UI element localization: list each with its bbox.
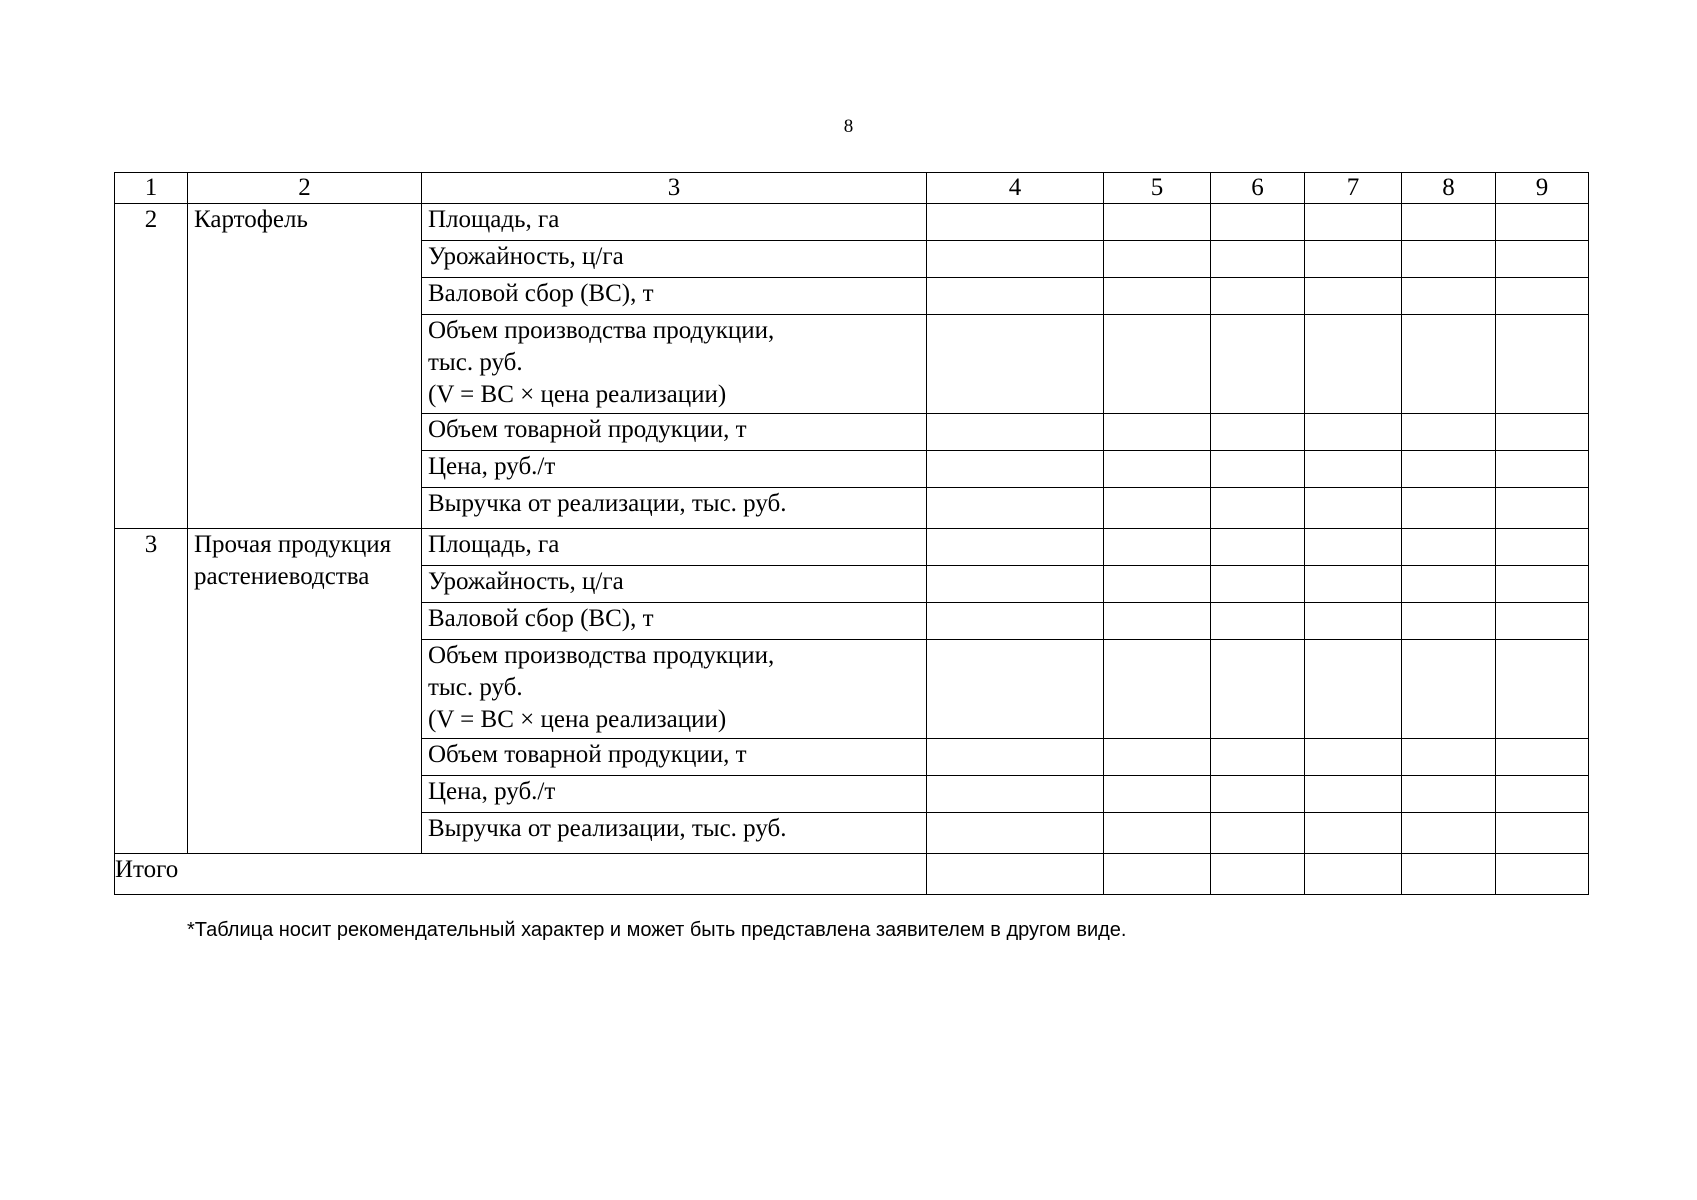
- value-cell: [927, 278, 1104, 315]
- value-cell: [1211, 488, 1305, 529]
- column-header: 8: [1402, 173, 1496, 204]
- table-header-row: [115, 173, 1589, 204]
- value-cell: [1402, 813, 1496, 854]
- column-header: 4: [927, 173, 1104, 204]
- column-header: 5: [1104, 173, 1211, 204]
- value-cell: [1104, 315, 1211, 414]
- value-cell: [1305, 640, 1402, 739]
- value-cell: [1305, 241, 1402, 278]
- value-cell: [1496, 640, 1589, 739]
- page-number: 8: [843, 116, 854, 137]
- value-cell: [1305, 278, 1402, 315]
- value-cell: [1402, 640, 1496, 739]
- indicator-label: Площадь, га: [422, 204, 927, 241]
- value-cell: [927, 776, 1104, 813]
- value-cell: [1211, 854, 1305, 895]
- value-cell: [1305, 813, 1402, 854]
- value-cell: [1104, 488, 1211, 529]
- value-cell: [1496, 854, 1589, 895]
- value-cell: [1496, 739, 1589, 776]
- value-cell: [927, 566, 1104, 603]
- value-cell: [927, 315, 1104, 414]
- value-cell: [1496, 315, 1589, 414]
- value-cell: [1211, 603, 1305, 640]
- value-cell: [927, 813, 1104, 854]
- data-table: [114, 172, 1589, 895]
- value-cell: [1496, 451, 1589, 488]
- value-cell: [1104, 414, 1211, 451]
- value-cell: [1496, 776, 1589, 813]
- value-cell: [1104, 640, 1211, 739]
- value-cell: [1305, 603, 1402, 640]
- value-cell: [1211, 776, 1305, 813]
- value-cell: [1402, 241, 1496, 278]
- indicator-label: Площадь, га: [422, 529, 927, 566]
- value-cell: [1305, 566, 1402, 603]
- total-row: [115, 854, 1589, 895]
- value-cell: [1104, 278, 1211, 315]
- indicator-label: Объем товарной продукции, т: [422, 414, 927, 451]
- value-cell: [1104, 529, 1211, 566]
- indicator-label: Цена, руб./т: [422, 776, 927, 813]
- column-header: 9: [1496, 173, 1589, 204]
- value-cell: [1211, 529, 1305, 566]
- value-cell: [1211, 315, 1305, 414]
- value-cell: [1305, 776, 1402, 813]
- value-cell: [1402, 529, 1496, 566]
- value-cell: [1305, 739, 1402, 776]
- column-header: 6: [1211, 173, 1305, 204]
- value-cell: [1104, 739, 1211, 776]
- value-cell: [927, 241, 1104, 278]
- value-cell: [1496, 529, 1589, 566]
- value-cell: [1211, 278, 1305, 315]
- value-cell: [1305, 414, 1402, 451]
- value-cell: [927, 451, 1104, 488]
- value-cell: [927, 414, 1104, 451]
- total-label: Итого: [115, 854, 927, 895]
- value-cell: [1496, 414, 1589, 451]
- value-cell: [1104, 204, 1211, 241]
- indicator-label: Объем производства продукции, тыс. руб. (V = ВС × цена реализации): [422, 640, 927, 739]
- value-cell: [927, 854, 1104, 895]
- row-number: 2: [115, 204, 188, 529]
- value-cell: [1496, 603, 1589, 640]
- indicator-label: Валовой сбор (ВС), т: [422, 603, 927, 640]
- value-cell: [1496, 813, 1589, 854]
- value-cell: [1104, 241, 1211, 278]
- value-cell: [1104, 854, 1211, 895]
- value-cell: [1496, 241, 1589, 278]
- value-cell: [1305, 529, 1402, 566]
- table-row: [115, 204, 1589, 241]
- value-cell: [1402, 488, 1496, 529]
- value-cell: [1211, 640, 1305, 739]
- value-cell: [1104, 603, 1211, 640]
- value-cell: [1402, 854, 1496, 895]
- value-cell: [1211, 204, 1305, 241]
- value-cell: [1211, 451, 1305, 488]
- value-cell: [1305, 451, 1402, 488]
- value-cell: [927, 529, 1104, 566]
- value-cell: [927, 603, 1104, 640]
- value-cell: [1305, 315, 1402, 414]
- footnote: *Таблица носит рекомендательный характер и может быть представлена заявителем в другом виде.: [187, 919, 1127, 941]
- value-cell: [1211, 566, 1305, 603]
- indicator-label: Объем товарной продукции, т: [422, 739, 927, 776]
- crop-name: Прочая продукция растениеводства: [188, 529, 422, 854]
- column-header: 3: [422, 173, 927, 204]
- value-cell: [927, 640, 1104, 739]
- table-row: [115, 529, 1589, 566]
- value-cell: [1402, 776, 1496, 813]
- indicator-label: Выручка от реализации, тыс. руб.: [422, 813, 927, 854]
- value-cell: [1104, 813, 1211, 854]
- value-cell: [1496, 204, 1589, 241]
- value-cell: [1211, 414, 1305, 451]
- crop-name: Картофель: [188, 204, 422, 529]
- value-cell: [1496, 566, 1589, 603]
- value-cell: [1402, 739, 1496, 776]
- value-cell: [927, 488, 1104, 529]
- value-cell: [1402, 414, 1496, 451]
- row-number: 3: [115, 529, 188, 854]
- value-cell: [1496, 488, 1589, 529]
- column-header: 1: [115, 173, 188, 204]
- value-cell: [1305, 854, 1402, 895]
- value-cell: [1211, 241, 1305, 278]
- value-cell: [927, 739, 1104, 776]
- value-cell: [927, 204, 1104, 241]
- indicator-label: Объем производства продукции, тыс. руб. (V = ВС × цена реализации): [422, 315, 927, 414]
- value-cell: [1402, 566, 1496, 603]
- value-cell: [1402, 204, 1496, 241]
- column-header: 2: [188, 173, 422, 204]
- column-header: 7: [1305, 173, 1402, 204]
- indicator-label: Выручка от реализации, тыс. руб.: [422, 488, 927, 529]
- value-cell: [1305, 204, 1402, 241]
- indicator-label: Цена, руб./т: [422, 451, 927, 488]
- value-cell: [1402, 278, 1496, 315]
- value-cell: [1104, 566, 1211, 603]
- value-cell: [1402, 315, 1496, 414]
- value-cell: [1496, 278, 1589, 315]
- value-cell: [1305, 488, 1402, 529]
- value-cell: [1104, 451, 1211, 488]
- value-cell: [1211, 813, 1305, 854]
- indicator-label: Урожайность, ц/га: [422, 241, 927, 278]
- value-cell: [1402, 603, 1496, 640]
- value-cell: [1211, 739, 1305, 776]
- indicator-label: Урожайность, ц/га: [422, 566, 927, 603]
- indicator-label: Валовой сбор (ВС), т: [422, 278, 927, 315]
- value-cell: [1402, 451, 1496, 488]
- value-cell: [1104, 776, 1211, 813]
